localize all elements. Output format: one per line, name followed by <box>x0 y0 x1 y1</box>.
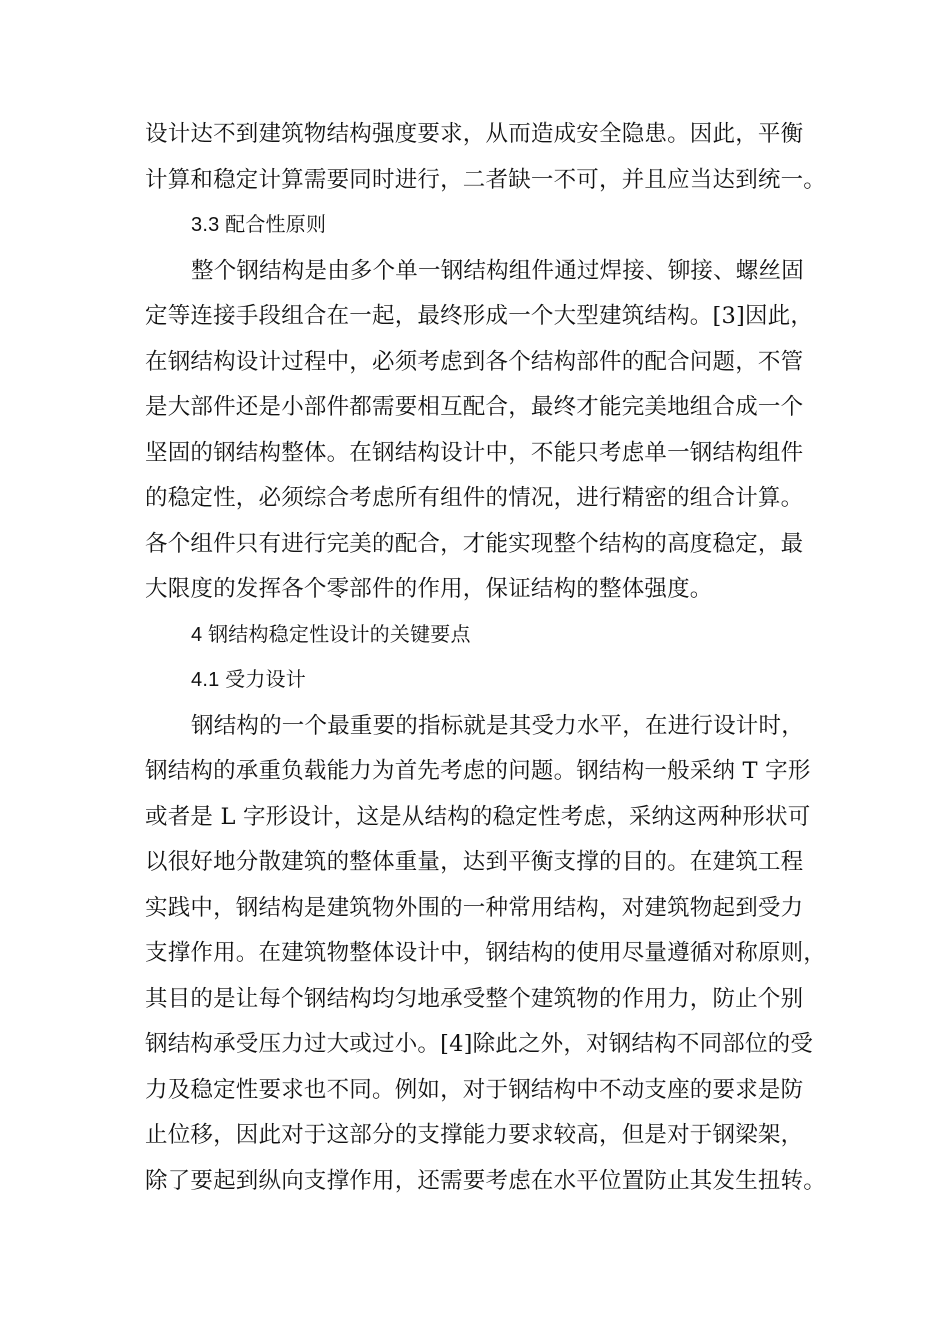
text-line: 除了要起到纵向支撑作用，还需要考虑在水平位置防止其发生扭转。 <box>145 1167 827 1194</box>
text-line: 各个组件只有进行完美的配合，才能实现整个结构的高度稳定，最 <box>145 530 804 557</box>
paragraph-coordination-principle <box>145 249 815 613</box>
section-heading-4: 4 钢结构稳定性设计的关键要点 <box>191 623 471 646</box>
text-line: 或者是 L 字形设计，这是从结构的稳定性考虑，采纳这两种形状可 <box>145 803 811 830</box>
paragraph-balance-calculation <box>145 112 827 203</box>
section-heading-3-3: 3.3 配合性原则 <box>191 214 327 236</box>
text-line: 是大部件还是小部件都需要相互配合，最终才能完美地组合成一个 <box>145 394 804 420</box>
text-line: 止位移，因此对于这部分的支撑能力要求较高，但是对于钢梁架， <box>145 1122 804 1148</box>
document-page <box>145 112 827 1204</box>
text-line: 钢结构承受压力过大或过小。[4]除此之外，对钢结构不同部位的受 <box>145 1031 814 1057</box>
text-line: 的稳定性，必须综合考虑所有组件的情况，进行精密的组合计算。 <box>145 485 804 511</box>
text-line: 设计达不到建筑物结构强度要求，从而造成安全隐患。因此，平衡 <box>145 121 804 147</box>
text-line: 实践中，钢结构是建筑物外围的一种常用结构，对建筑物起到受力 <box>145 894 804 921</box>
text-line: 钢结构的一个最重要的指标就是其受力水平，在进行设计时， <box>191 712 804 739</box>
text-line: 钢结构的承重负载能力为首先考虑的问题。钢结构一般采纳 T 字形 <box>145 758 811 784</box>
text-line: 大限度的发挥各个零部件的作用，保证结构的整体强度。 <box>145 576 713 602</box>
section-heading-4-1: 4.1 受力设计 <box>191 669 306 691</box>
paragraph-force-design <box>145 704 827 1205</box>
text-line: 以很好地分散建筑的整体重量，达到平衡支撑的目的。在建筑工程 <box>145 849 804 875</box>
text-line: 计算和稳定计算需要同时进行，二者缺一不可，并且应当达到统一。 <box>145 166 827 193</box>
text-line: 在钢结构设计过程中，必须考虑到各个结构部件的配合问题，不管 <box>145 348 804 375</box>
text-line: 坚固的钢结构整体。在钢结构设计中，不能只考虑单一钢结构组件 <box>145 439 804 466</box>
text-line: 整个钢结构是由多个单一钢结构组件通过焊接、铆接、螺丝固 <box>191 257 804 284</box>
text-line: 定等连接手段组合在一起，最终形成一个大型建筑结构。[3]因此， <box>145 303 814 329</box>
text-line: 其目的是让每个钢结构均匀地承受整个建筑物的作用力，防止个别 <box>145 985 804 1012</box>
text-line: 支撑作用。在建筑物整体设计中，钢结构的使用尽量遵循对称原则， <box>145 940 827 966</box>
text-line: 力及稳定性要求也不同。例如，对于钢结构中不动支座的要求是防 <box>145 1076 804 1103</box>
